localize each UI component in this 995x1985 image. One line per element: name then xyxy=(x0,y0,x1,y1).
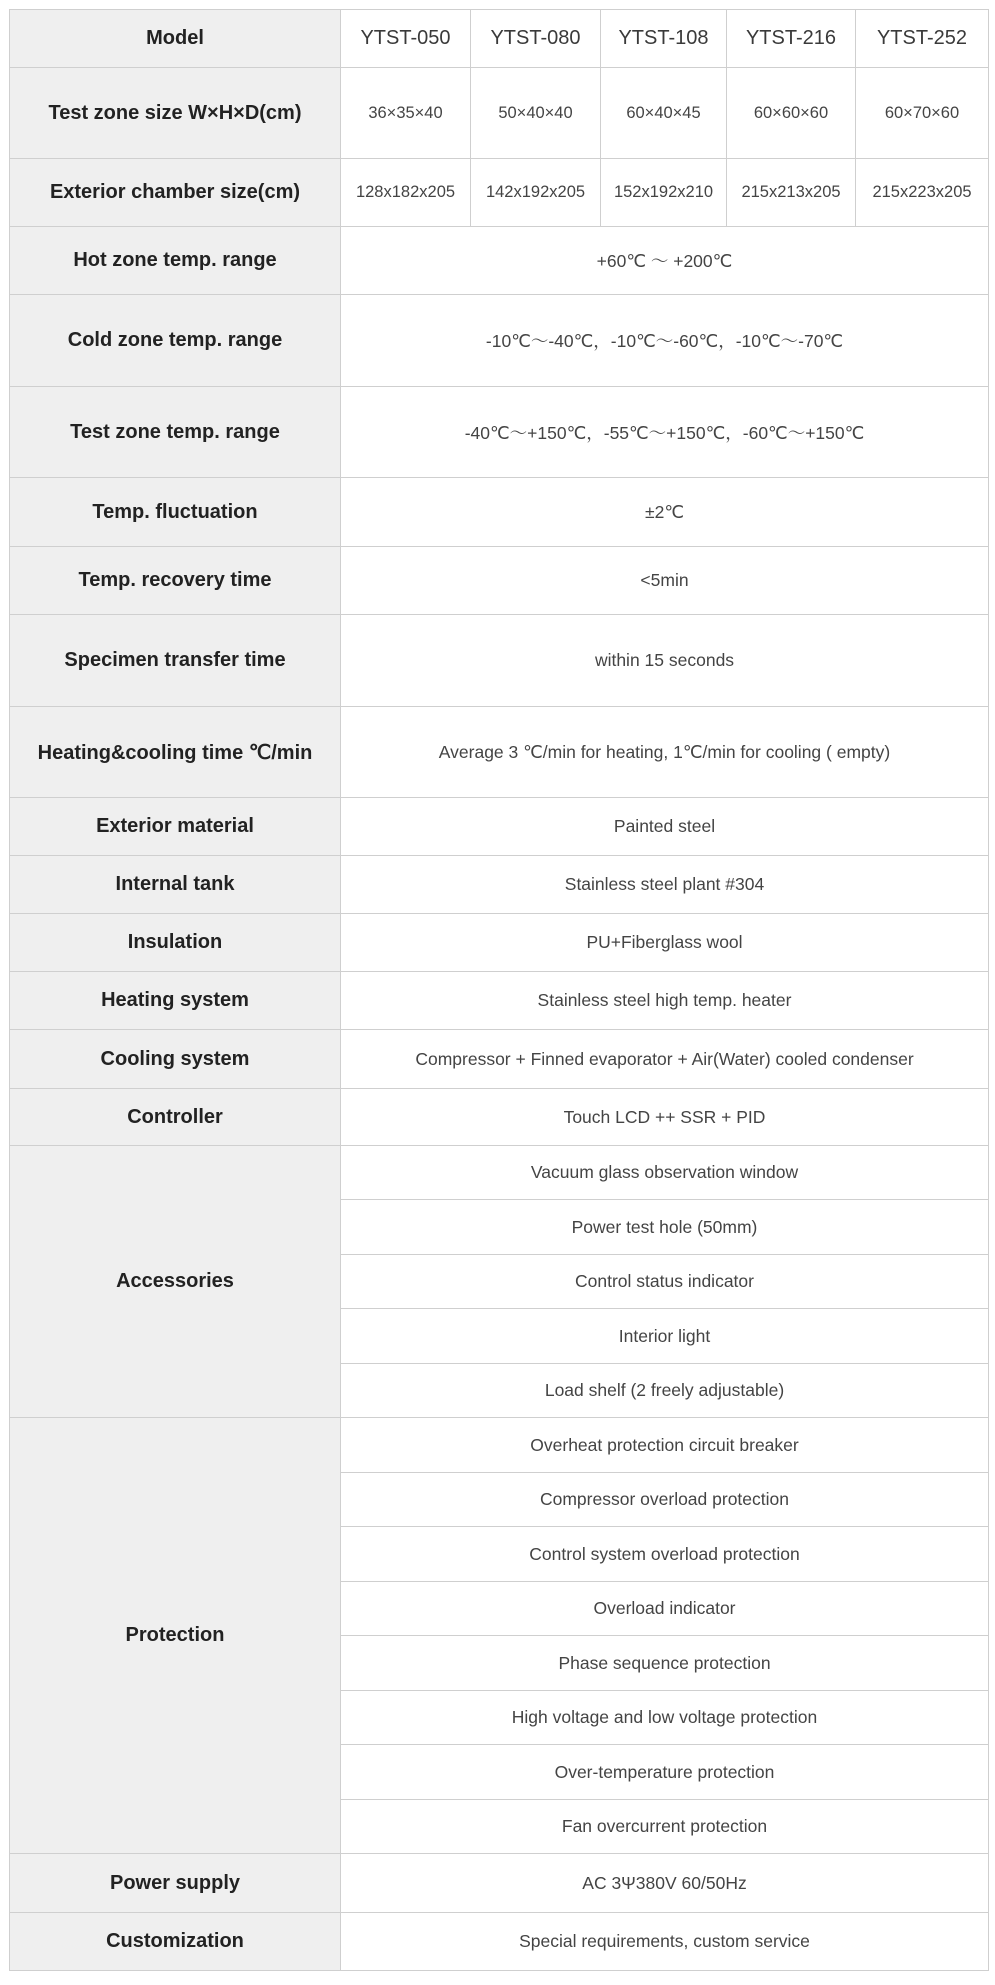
protection-item: Overload indicator xyxy=(341,1582,989,1636)
spec-value: Average 3 ℃/min for heating, 1℃/min for cooling ( empty) xyxy=(341,707,989,798)
controller-row xyxy=(10,1089,989,1146)
power-supply-row xyxy=(10,1854,989,1913)
temp-fluctuation-row xyxy=(10,478,989,547)
temp-recovery-row xyxy=(10,547,989,615)
spec-label: Cooling system xyxy=(10,1030,341,1089)
model-row xyxy=(10,10,989,68)
test-zone-size-label: Test zone size W×H×D(cm) xyxy=(10,68,341,159)
accessory-item: Control status indicator xyxy=(341,1255,989,1309)
spec-label: Exterior material xyxy=(10,798,341,856)
accessory-row xyxy=(10,1146,989,1200)
heating-system-row xyxy=(10,972,989,1030)
protection-item: High voltage and low voltage protection xyxy=(341,1691,989,1745)
spec-value: within 15 seconds xyxy=(341,615,989,707)
exterior-size-value: 152x192x210 xyxy=(601,159,727,227)
spec-value: +60℃ ～ +200℃ xyxy=(341,227,989,295)
spec-label: Cold zone temp. range xyxy=(10,295,341,387)
exterior-size-value: 215x213x205 xyxy=(727,159,856,227)
protection-row xyxy=(10,1418,989,1473)
accessory-item: Vacuum glass observation window xyxy=(341,1146,989,1200)
protection-item: Overheat protection circuit breaker xyxy=(341,1418,989,1473)
test-zone-size-value: 60×70×60 xyxy=(856,68,989,159)
spec-label: Specimen transfer time xyxy=(10,615,341,707)
exterior-material-row xyxy=(10,798,989,856)
model-value: YTST-252 xyxy=(856,10,989,68)
exterior-size-label: Exterior chamber size(cm) xyxy=(10,159,341,227)
exterior-size-value: 128x182x205 xyxy=(341,159,471,227)
test-zone-size-value: 60×60×60 xyxy=(727,68,856,159)
spec-label: Temp. recovery time xyxy=(10,547,341,615)
spec-label: Temp. fluctuation xyxy=(10,478,341,547)
insulation-row xyxy=(10,914,989,972)
accessory-item: Load shelf (2 freely adjustable) xyxy=(341,1364,989,1418)
protection-item: Control system overload protection xyxy=(341,1527,989,1582)
protection-label: Protection xyxy=(10,1418,341,1854)
cold-zone-temp-row xyxy=(10,295,989,387)
test-zone-size-value: 50×40×40 xyxy=(471,68,601,159)
test-zone-size-value: 36×35×40 xyxy=(341,68,471,159)
protection-item: Phase sequence protection xyxy=(341,1636,989,1691)
spec-label: Insulation xyxy=(10,914,341,972)
protection-item: Over-temperature protection xyxy=(341,1745,989,1800)
spec-value: PU+Fiberglass wool xyxy=(341,914,989,972)
specimen-transfer-row xyxy=(10,615,989,707)
spec-value: Painted steel xyxy=(341,798,989,856)
protection-item: Fan overcurrent protection xyxy=(341,1800,989,1854)
spec-label: Hot zone temp. range xyxy=(10,227,341,295)
power-supply-label: Power supply xyxy=(10,1854,341,1913)
customization-value: Special requirements, custom service xyxy=(341,1913,989,1971)
spec-value: Stainless steel high temp. heater xyxy=(341,972,989,1030)
spec-value: -40℃～+150℃，-55℃～+150℃，-60℃～+150℃ xyxy=(341,387,989,478)
spec-value: Stainless steel plant #304 xyxy=(341,856,989,914)
spec-value: ±2℃ xyxy=(341,478,989,547)
spec-label: Internal tank xyxy=(10,856,341,914)
accessory-item: Power test hole (50mm) xyxy=(341,1200,989,1255)
hot-zone-temp-row xyxy=(10,227,989,295)
spec-table xyxy=(9,9,989,1971)
exterior-size-value: 142x192x205 xyxy=(471,159,601,227)
spec-label: Test zone temp. range xyxy=(10,387,341,478)
model-value: YTST-108 xyxy=(601,10,727,68)
power-supply-value: AC 3Ψ380V 60/50Hz xyxy=(341,1854,989,1913)
cooling-system-row xyxy=(10,1030,989,1089)
spec-label: Controller xyxy=(10,1089,341,1146)
accessories-label: Accessories xyxy=(10,1146,341,1418)
accessory-item: Interior light xyxy=(341,1309,989,1364)
customization-row xyxy=(10,1913,989,1971)
spec-value: -10℃～-40℃，-10℃～-60℃，-10℃～-70℃ xyxy=(341,295,989,387)
exterior-size-row xyxy=(10,159,989,227)
model-value: YTST-080 xyxy=(471,10,601,68)
model-label: Model xyxy=(10,10,341,68)
test-zone-temp-row xyxy=(10,387,989,478)
model-value: YTST-050 xyxy=(341,10,471,68)
internal-tank-row xyxy=(10,856,989,914)
heating-cooling-time-row xyxy=(10,707,989,798)
spec-value: Touch LCD ++ SSR + PID xyxy=(341,1089,989,1146)
customization-label: Customization xyxy=(10,1913,341,1971)
test-zone-size-row xyxy=(10,68,989,159)
exterior-size-value: 215x223x205 xyxy=(856,159,989,227)
spec-value: Compressor + Finned evaporator + Air(Water) cooled condenser xyxy=(341,1030,989,1089)
spec-label: Heating&cooling time ℃/min xyxy=(10,707,341,798)
model-value: YTST-216 xyxy=(727,10,856,68)
test-zone-size-value: 60×40×45 xyxy=(601,68,727,159)
protection-item: Compressor overload protection xyxy=(341,1473,989,1527)
spec-value: <5min xyxy=(341,547,989,615)
spec-label: Heating system xyxy=(10,972,341,1030)
